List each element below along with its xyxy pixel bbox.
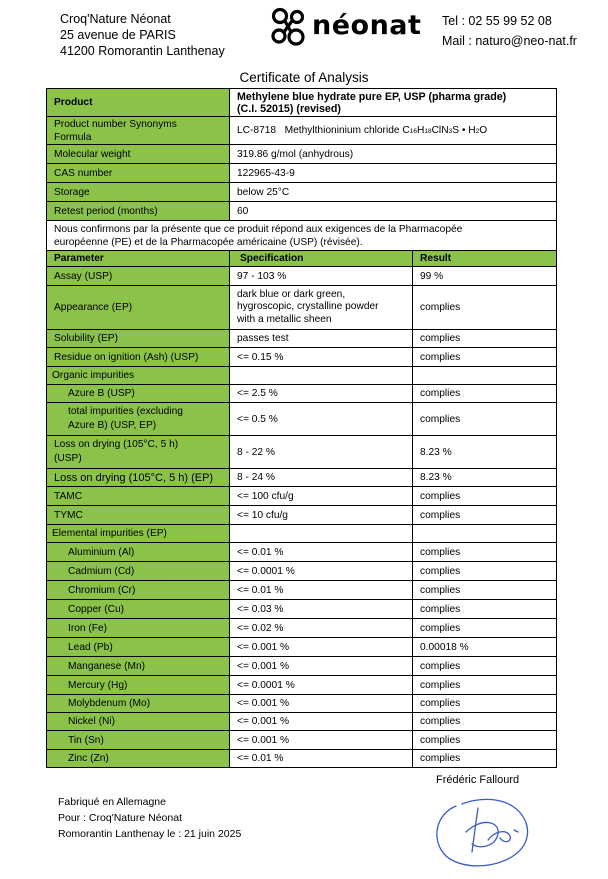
footer-origin: Fabriqué en Allemagne (58, 796, 166, 808)
confirmation-line1: Nous confirmons par la présente que ce produit répond aux exigences de la Pharmacopée (54, 223, 463, 235)
tamc-result: complies (413, 487, 557, 506)
element-label: Iron (Fe) (47, 619, 230, 638)
element-spec: <= 0.001 % (230, 713, 413, 731)
product-code: LC-8718 (237, 125, 277, 136)
element-label: Aluminium (Al) (47, 543, 230, 562)
appearance-row (47, 286, 557, 330)
molecule-logo-icon (270, 7, 308, 47)
element-label: Copper (Cu) (47, 600, 230, 619)
footer (58, 794, 241, 842)
company-city: 41200 Romorantin Lanthenay (60, 44, 225, 58)
product-number-label-line1: Product number Synonyms (54, 118, 177, 130)
organic-impurities-label: Organic impurities (47, 367, 230, 385)
residue-label: Residue on ignition (Ash) (USP) (47, 348, 230, 367)
company-address (60, 11, 225, 59)
residue-result: complies (413, 348, 557, 367)
product-number-value (230, 117, 557, 145)
product-number-label-line2: Formula (54, 131, 92, 143)
organic-result-blank (413, 367, 557, 385)
mw-value: 319.86 g/mol (anhydrous) (230, 145, 557, 164)
azure-b-row (47, 385, 557, 403)
company-name: Croq'Nature Néonat (60, 12, 171, 26)
retest-value: 60 (230, 202, 557, 221)
element-label: Molybdenum (Mo) (47, 695, 230, 713)
element-label: Tin (Sn) (47, 731, 230, 750)
elemental-impurities-label: Elemental impurities (EP) (47, 525, 230, 543)
element-spec: <= 0.01 % (230, 543, 413, 562)
product-value (230, 89, 557, 117)
tymc-label: TYMC (47, 506, 230, 525)
assay-result: 99 % (413, 267, 557, 286)
company-contact (442, 11, 577, 51)
element-spec: <= 0.001 % (230, 657, 413, 676)
lod-ep-row (47, 469, 557, 487)
assay-label: Assay (USP) (47, 267, 230, 286)
company-phone: Tel : 02 55 99 52 08 (442, 14, 552, 28)
element-spec: <= 0.0001 % (230, 676, 413, 695)
element-spec: <= 0.0001 % (230, 562, 413, 581)
company-mail: Mail : naturo@neo-nat.fr (442, 34, 577, 48)
element-label: Manganese (Mn) (47, 657, 230, 676)
table-row (47, 695, 557, 713)
element-result: complies (413, 600, 557, 619)
element-label: Nickel (Ni) (47, 713, 230, 731)
product-number-label (47, 117, 230, 145)
azure-b-spec: <= 2.5 % (230, 385, 413, 403)
parameter-header: Parameter (47, 251, 230, 267)
specification-header: Specification (230, 251, 413, 267)
element-label: Zinc (Zn) (47, 750, 230, 768)
signature (426, 788, 536, 879)
product-number-row (47, 117, 557, 145)
table-row (47, 638, 557, 657)
element-result: complies (413, 581, 557, 600)
residue-spec: <= 0.15 % (230, 348, 413, 367)
tymc-spec: <= 10 cfu/g (230, 506, 413, 525)
appearance-label: Appearance (EP) (47, 286, 230, 330)
confirmation-line2: européenne (PE) et de la Pharmacopée américaine (USP) (révisée). (54, 236, 363, 248)
table-row (47, 619, 557, 638)
lod-ep-spec: 8 - 24 % (230, 469, 413, 487)
product-label: Product (47, 89, 230, 117)
signatory-name: Frédéric Fallourd (436, 774, 520, 786)
element-result: complies (413, 562, 557, 581)
lod-usp-result: 8.23 % (413, 436, 557, 469)
solubility-spec: passes test (230, 330, 413, 348)
company-logo (270, 6, 421, 48)
element-spec: <= 0.01 % (230, 581, 413, 600)
product-synonym: Methylthioninium chloride (284, 125, 400, 136)
table-row (47, 600, 557, 619)
residue-row (47, 348, 557, 367)
table-row (47, 750, 557, 768)
table-row (47, 713, 557, 731)
retest-row (47, 202, 557, 221)
assay-row (47, 267, 557, 286)
lod-ep-result: 8.23 % (413, 469, 557, 487)
logo-wordmark: néonat (312, 9, 422, 41)
results-header-row (47, 251, 557, 267)
tymc-row (47, 506, 557, 525)
total-impurities-label (47, 403, 230, 436)
azure-b-result: complies (413, 385, 557, 403)
element-label: Lead (Pb) (47, 638, 230, 657)
table-row (47, 657, 557, 676)
tymc-result: complies (413, 506, 557, 525)
cas-value: 122965-43-9 (230, 164, 557, 183)
table-row (47, 581, 557, 600)
total-impurities-label-line2: Azure B) (USP, EP) (68, 420, 157, 431)
table-row (47, 676, 557, 695)
element-label: Mercury (Hg) (47, 676, 230, 695)
lod-usp-row (47, 436, 557, 469)
confirmation-text (47, 221, 557, 251)
solubility-label: Solubility (EP) (47, 330, 230, 348)
element-result: complies (413, 695, 557, 713)
table-row (47, 562, 557, 581)
molecular-weight-row (47, 145, 557, 164)
lod-usp-label-line2: (USP) (54, 453, 82, 464)
element-result: complies (413, 713, 557, 731)
coa-table (46, 88, 557, 768)
cas-row (47, 164, 557, 183)
element-result: complies (413, 750, 557, 768)
appearance-spec-line1: dark blue or dark green, (237, 288, 346, 300)
element-spec: <= 0.001 % (230, 731, 413, 750)
appearance-spec-line3: with a metallic sheen (237, 313, 332, 325)
cas-label: CAS number (47, 164, 230, 183)
total-impurities-row (47, 403, 557, 436)
tamc-row (47, 487, 557, 506)
document-title: Certificate of Analysis (239, 70, 369, 85)
tamc-spec: <= 100 cfu/g (230, 487, 413, 506)
tamc-label: TAMC (47, 487, 230, 506)
element-spec: <= 0.02 % (230, 619, 413, 638)
elemental-spec-blank (230, 525, 413, 543)
element-result: complies (413, 657, 557, 676)
solubility-result: complies (413, 330, 557, 348)
retest-label: Retest period (months) (47, 202, 230, 221)
element-label: Cadmium (Cd) (47, 562, 230, 581)
element-result: 0.00018 % (413, 638, 557, 657)
confirmation-row (47, 221, 557, 251)
solubility-row (47, 330, 557, 348)
product-value-line1: Methylene blue hydrate pure EP, USP (pharma grade) (237, 90, 507, 103)
table-row (47, 543, 557, 562)
appearance-spec (230, 286, 413, 330)
footer-date: Romorantin Lanthenay le : 21 juin 2025 (58, 828, 242, 840)
footer-for: Pour : Croq'Nature Néonat (58, 812, 182, 824)
element-spec: <= 0.001 % (230, 638, 413, 657)
storage-value: below 25°C (230, 183, 557, 202)
mw-label: Molecular weight (47, 145, 230, 164)
assay-spec: 97 - 103 % (230, 267, 413, 286)
organic-impurities-row (47, 367, 557, 385)
azure-b-label: Azure B (USP) (47, 385, 230, 403)
product-formula: C16H18ClN3S • H2O (402, 125, 488, 136)
element-result: complies (413, 676, 557, 695)
elemental-impurities-row (47, 525, 557, 543)
total-impurities-result: complies (413, 403, 557, 436)
element-result: complies (413, 619, 557, 638)
appearance-spec-line2: hygroscopic, crystalline powder (237, 301, 379, 313)
element-result: complies (413, 731, 557, 750)
element-spec: <= 0.03 % (230, 600, 413, 619)
table-row (47, 731, 557, 750)
handwritten-signature (426, 788, 536, 874)
lod-ep-label: Loss on drying (105°C, 5 h) (EP) (47, 469, 230, 487)
lod-usp-label-line1: Loss on drying (105°C, 5 h) (54, 439, 179, 450)
storage-row (47, 183, 557, 202)
product-value-line2: (C.I. 52015) (revised) (237, 102, 341, 115)
company-street: 25 avenue de PARIS (60, 28, 176, 42)
appearance-result: complies (413, 286, 557, 330)
storage-label: Storage (47, 183, 230, 202)
element-label: Chromium (Cr) (47, 581, 230, 600)
lod-usp-label (47, 436, 230, 469)
lod-usp-spec: 8 - 22 % (230, 436, 413, 469)
result-header: Result (413, 251, 557, 267)
element-spec: <= 0.001 % (230, 695, 413, 713)
total-impurities-spec: <= 0.5 % (230, 403, 413, 436)
total-impurities-label-line1: total impurities (excluding (68, 406, 183, 417)
element-spec: <= 0.01 % (230, 750, 413, 768)
organic-spec-blank (230, 367, 413, 385)
product-row (47, 89, 557, 117)
element-result: complies (413, 543, 557, 562)
elemental-result-blank (413, 525, 557, 543)
